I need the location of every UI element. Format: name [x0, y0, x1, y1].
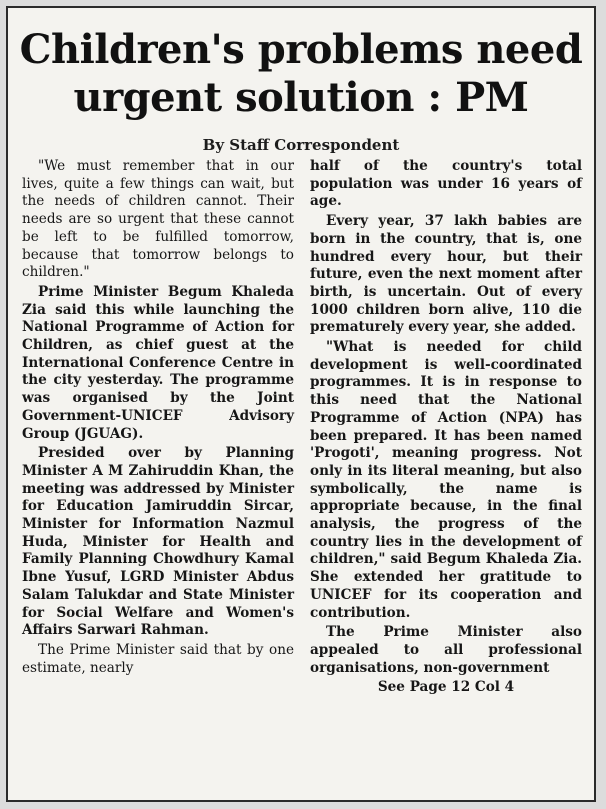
left-column	[22, 158, 294, 697]
headline-line-2: urgent solution : PM	[73, 74, 529, 121]
right-column	[310, 158, 582, 697]
paragraph-launch: Prime Minister Begum Khaleda Zia said this while launching the National Programme of Action for Children, as chief guest at the International Conference Centre in the city yesterday. The programme was organised by the Joint Government-UNICEF Advisory Group (JGUAG).	[22, 283, 294, 442]
article-body	[8, 158, 594, 697]
paragraph-estimate: The Prime Minister said that by one estimate, nearly	[22, 641, 294, 676]
newspaper-clipping	[6, 6, 596, 802]
paragraph-npa: "What is needed for child development is well-coordinated programmes. It is in response to this need that the National Programme of Action (NPA) has been prepared. It has been named 'Progoti', meaning progress. Not only in its literal meaning, but also symbolically, the name is appropriate because, in the final analysis, the progress of the country lies in the development of children," said Begum Khaleda Zia. She extended her gratitude to UNICEF for its cooperation and contribution.	[310, 339, 582, 621]
paragraph-births: Every year, 37 lakh babies are born in the country, that is, one hundred every hour, but their future, even the next moment after birth, is uncertain. Out of every 1000 children born alive, 110 die prematurely every year, she added.	[310, 213, 582, 336]
paragraph-quote: "We must remember that in our lives, quite a few things can wait, but the needs of children cannot. Their needs are so urgent that these cannot be left to be fulfilled tomorrow, because that tomorrow belongs to children."	[22, 158, 294, 281]
continued-jump-line: See Page 12 Col 4	[377, 679, 515, 696]
headline	[8, 26, 594, 122]
paragraph-speakers: Presided over by Planning Minister A M Zahiruddin Khan, the meeting was addressed by Minister for Education Jamiruddin Sircar, Minister for Information Nazmul Huda, Minister for Health and Family Planning Chowdhury Kamal Ibne Yusuf, LGRD Minister Abdus Salam Talukdar and State Minister for Social Welfare and Women's Affairs Sarwari Rahman.	[22, 445, 294, 639]
paragraph-appeal: The Prime Minister also appealed to all professional organisations, non-government	[310, 624, 582, 676]
byline: By Staff Correspondent	[202, 136, 400, 154]
paragraph-population: half of the country's total population was under 16 years of age.	[310, 158, 582, 210]
headline-line-1: Children's problems need	[19, 26, 583, 73]
